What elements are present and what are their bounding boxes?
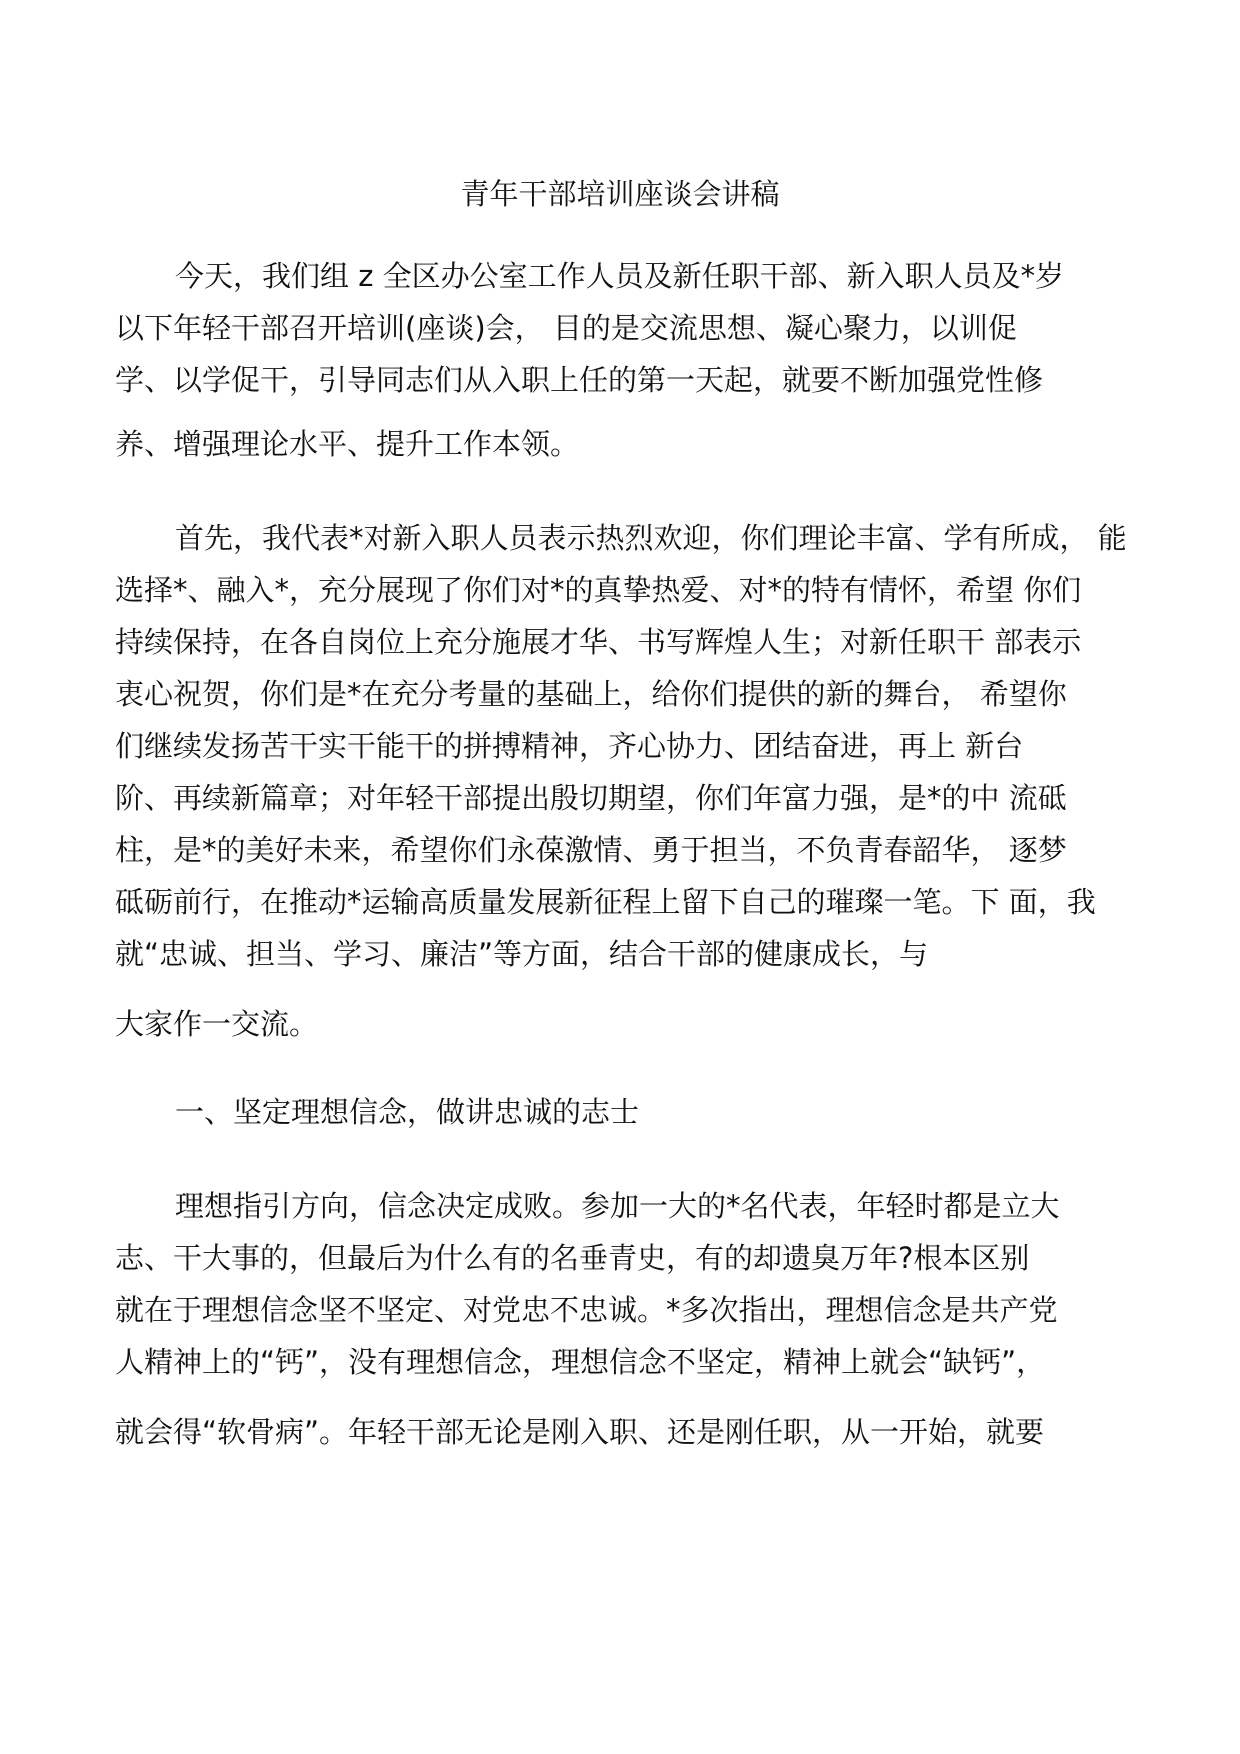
paragraph-2-line-3: 持续保持，在各自岗位上充分施展才华、书写辉煌人生；对新任职干 部表示 — [115, 625, 1082, 659]
paragraph-3-line-5: 就会得“软骨病”。年轻干部无论是刚入职、还是刚任职，从一开始，就要 — [115, 1415, 1045, 1449]
paragraph-2-line-10: 大家作一交流。 — [115, 1007, 319, 1041]
paragraph-2-line-5: 们继续发扬苦干实干能干的拼搏精神，齐心协力、团结奋进，再上 新台 — [115, 729, 1024, 763]
paragraph-2-line-9: 就“忠诚、担当、学习、廉洁”等方面，结合干部的健康成长，与 — [115, 937, 929, 971]
paragraph-3-line-2: 志、干大事的，但最后为什么有的名垂青史，有的却遗臭万年?根本区别 — [115, 1241, 1030, 1275]
document-title: 青年干部培训座谈会讲稿 — [460, 177, 780, 211]
paragraph-2-line-4: 衷心祝贺，你们是*在充分考量的基础上，给你们提供的新的舞台， 希望你 — [115, 677, 1067, 711]
paragraph-3-line-1: 理想指引方向，信念决定成败。参加一大的*名代表，年轻时都是立大 — [175, 1189, 1060, 1223]
paragraph-1-line-4: 养、增强理论水平、提升工作本领。 — [115, 427, 580, 461]
paragraph-1-line-3: 学、以学促干，引导同志们从入职上任的第一天起，就要不断加强党性修 — [115, 363, 1044, 397]
paragraph-1-line-2: 以下年轻干部召开培训(座谈)会， 目的是交流思想、凝心聚力，以训促 — [115, 311, 1017, 345]
paragraph-2-line-7: 柱，是*的美好未来，希望你们永葆激情、勇于担当，不负青春韶华， 逐梦 — [115, 833, 1067, 867]
paragraph-2-line-6: 阶、再续新篇章；对年轻干部提出殷切期望，你们年富力强，是*的中 流砥 — [115, 781, 1067, 815]
paragraph-3-line-3: 就在于理想信念坚不坚定、对党忠不忠诚。*多次指出，理想信念是共产党 — [115, 1293, 1058, 1327]
paragraph-1-line-1: 今天，我们组 z 全区办公室工作人员及新任职干部、新入职人员及*岁 — [175, 259, 1065, 293]
section-heading-1: 一、坚定理想信念，做讲忠诚的志士 — [175, 1095, 640, 1129]
paragraph-2-line-2: 选择*、融入*，充分展现了你们对*的真挚热爱、对*的特有情怀，希望 你们 — [115, 573, 1082, 607]
paragraph-2-line-8: 砥砺前行，在推动*运输高质量发展新征程上留下自己的璀璨一笔。下 面，我 — [115, 885, 1096, 919]
paragraph-2-line-1: 首先，我代表*对新入职人员表示热烈欢迎，你们理论丰富、学有所成， 能 — [175, 521, 1127, 555]
paragraph-3-line-4: 人精神上的“钙”，没有理想信念，理想信念不坚定，精神上就会“缺钙”， — [115, 1345, 1046, 1379]
